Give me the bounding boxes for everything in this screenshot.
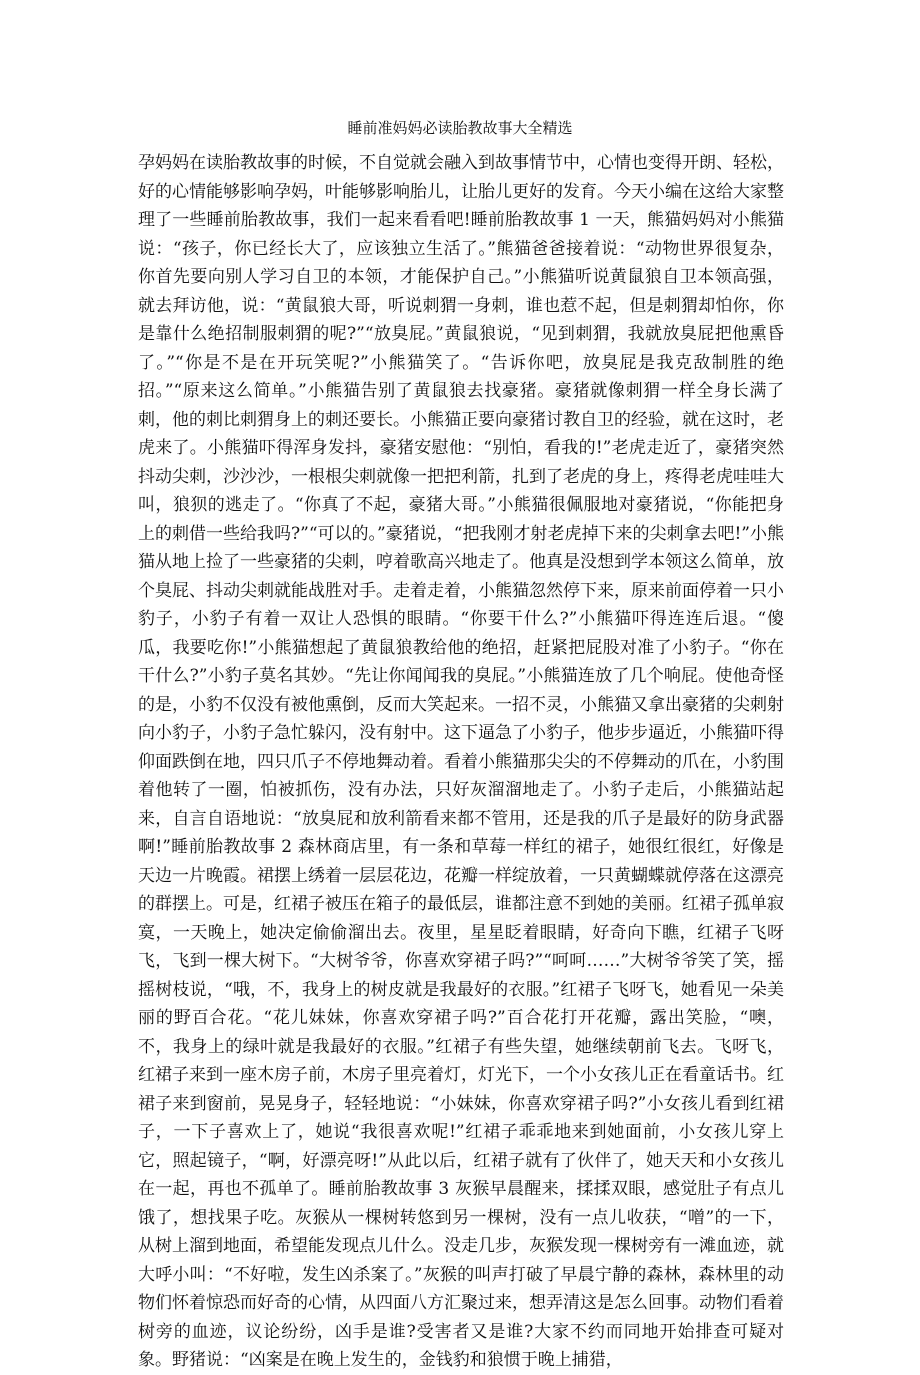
document-title: 睡前准妈妈必读胎教故事大全精选 [347, 119, 573, 137]
document-body-text: 孕妈妈在读胎教故事的时候，不自觉就会融入到故事情节中，心情也变得开朗、轻松，好的心情能够影响孕妈，叶能够影响胎儿，让胎儿更好的发育。今天小编在这给大家整理了一些睡前胎教故事，我们一起来看看吧!睡前胎教故事 1 一天，熊猫妈妈对小熊猫说：“孩子，你已经长大了，应该独立生活了。”熊猫爸爸接着说：“动物世界很复杂，你首先要向别人学习自卫的本领，才能保护自己。”小熊猫听说黄鼠狼自卫本领高强，就去拜访他，说：“黄鼠狼大哥，听说刺猬一身刺，谁也惹不起，但是刺猬却怕你，你是靠什么绝招制服刺猬的呢?”“放臭屁。”黄鼠狼说，“见到刺猬，我就放臭屁把他熏昏了。”“你是不是在开玩笑呢?”小熊猫笑了。“告诉你吧，放臭屁是我克敌制胜的绝招。”“原来这么简单。”小熊猫告别了黄鼠狼去找豪猪。豪猪就像刺猬一样全身长满了刺，他的刺比刺猬身上的刺还要长。小熊猫正要向豪猪讨教自卫的经验，就在这时，老虎来了。小熊猫吓得浑身发抖，豪猪安慰他：“别怕，看我的!”老虎走近了，豪猪突然抖动尖刺，沙沙沙，一根根尖刺就像一把把利箭，扎到了老虎的身上，疼得老虎哇哇大叫，狼狈的逃走了。“你真了不起，豪猪大哥。”小熊猫很佩服地对豪猪说，“你能把身上的刺借一些给我吗?”“可以的。”豪猪说，“把我刚才射老虎掉下来的尖刺拿去吧!”小熊猫从地上捡了一些豪猪的尖刺，哼着歌高兴地走了。他真是没想到学本领这么简单，放个臭屁、抖动尖刺就能战胜对手。走着走着，小熊猫忽然停下来，原来前面停着一只小豹子，小豹子有着一双让人恐惧的眼睛。“你要干什么?”小熊猫吓得连连后退。“傻瓜，我要吃你!”小熊猫想起了黄鼠狼教给他的绝招，赶紧把屁股对准了小豹子。“你在干什么?”小豹子莫名其妙。“先让你闻闻我的臭屁。”小熊猫连放了几个响屁。使他奇怪的是，小豹不仅没有被他熏倒，反而大笑起来。一招不灵，小熊猫又拿出豪猪的尖刺射向小豹子，小豹子急忙躲闪，没有射中。这下逼急了小豹子，他步步逼近，小熊猫吓得仰面跌倒在地，四只爪子不停地舞动着。看着小熊猫那尖尖的不停舞动的爪在，小豹围着他转了一圈，怕被抓伤，没有办法，只好灰溜溜地走了。小豹子走后，小熊猫站起来，自言自语地说：“放臭屁和放利箭看来都不管用，还是我的爪子是最好的防身武器啊!”睡前胎教故事 2 森林商店里，有一条和草莓一样红的裙子，她很红很红，好像是天边一片晚霞。裙摆上绣着一层层花边，花瓣一样绽放着，一只黄蝴蝶就停落在这漂亮的群摆上。可是，红裙子被压在箱子的最低层，谁都注意不到她的美丽。红裙子孤单寂寞，一天晚上，她决定偷偷溜出去。夜里，星星眨着眼睛，好奇向下瞧，红裙子飞呀飞，飞到一棵大树下。“大树爷爷，你喜欢穿裙子吗?”“呵呵……”大树爷爷笑了笑，摇摇树枝说，“哦，不，我身上的树皮就是我最好的衣服。”红裙子飞呀飞，她看见一朵美丽的野百合花。“花儿妹妹，你喜欢穿裙子吗?”百合花打开花瓣，露出笑脸，“噢，不，我身上的绿叶就是我最好的衣服。”红裙子有些失望，她继续朝前飞去。飞呀飞，红裙子来到一座木房子前，木房子里亮着灯，灯光下，一个小女孩儿正在看童话书。红裙子来到窗前，晃晃身子，轻轻地说：“小妹妹，你喜欢穿裙子吗?”小女孩儿看到红裙子，一下子喜欢上了，她说“我很喜欢呢!”红裙子乖乖地来到她面前，小女孩儿穿上它，照起镜子，“啊，好漂亮呀!”从此以后，红裙子就有了伙伴了，她天天和小女孩儿在一起，再也不孤单了。睡前胎教故事 3 灰猴早晨醒来，揉揉双眼，感觉肚子有点儿饿了，想找果子吃。灰猴从一棵树转悠到另一棵树，没有一点儿收获，“噌”的一下，从树上溜到地面，希望能发现点儿什么。没走几步，灰猴发现一棵树旁有一滩血迹，就大呼小叫：“不好啦，发生凶杀案了。”灰猴的叫声打破了早晨宁静的森林，森林里的动物们怀着惊恐而好奇的心情，从四面八方汇聚过来，想弄清这是怎么回事。动物们看着树旁的血迹，议论纷纷，凶手是谁?受害者又是谁?大家不约而同地开始排查可疑对象。野猪说：“凶案是在晚上发生的，金钱豹和狼惯于晚上捕猎， [138, 153, 784, 1370]
